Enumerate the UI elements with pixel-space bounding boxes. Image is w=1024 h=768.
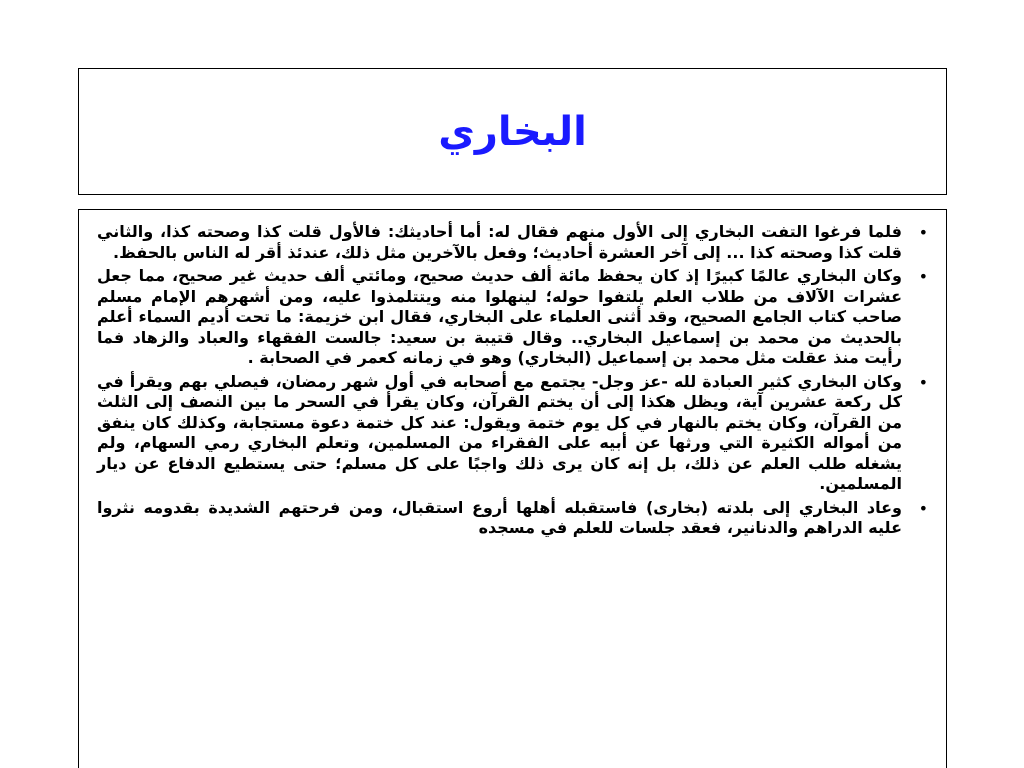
list-item	[97, 266, 928, 369]
list-item	[97, 372, 928, 495]
slide-title: البخاري	[438, 108, 587, 155]
bullet-icon: •	[918, 372, 928, 392]
bullet-text: وكان البخاري عالمًا كبيرًا إذ كان يحفظ مائة ألف حديث صحيح، ومائتي ألف حديث غير صحيح، مما جعل عشرات الآلاف من طلاب العلم يلتفوا حوله؛ لينهلوا منه ويتتلمذوا عليه، ومن أشهرهم الإمام مسلم صاحب كتاب الجامع الصحيح، وقد أثنى العلماء على البخاري، فقال ابن خزيمة: ما تحت أديم السماء أعلم بالحديث من محمد بن إسماعيل البخاري.. وقال قتيبة بن سعيد: جالست الفقهاء والعباد والزهاد فما رأيت منذ عقلت مثل محمد بن إسماعيل (البخاري) وهو في زمانه كعمر في الصحابة .	[97, 266, 902, 367]
list-item	[97, 222, 928, 263]
bullet-text: فلما فرغوا التفت البخاري إلى الأول منهم فقال له: أما أحاديثك: فالأول قلت كذا وصحته كذا، والثاني قلت كذا وصحته كذا ... إلى آخر العشرة أحاديث؛ وفعل بالآخرين مثل ذلك، عندئذ أقر له الناس بالحفظ.	[97, 222, 902, 262]
list-item	[97, 498, 928, 539]
bullet-text: وعاد البخاري إلى بلدته (بخارى) فاستقبله أهلها أروع استقبال، ومن فرحتهم الشديدة بقدومه نثروا عليه الدراهم والدنانير، فعقد جلسات للعلم في مسجده	[97, 497, 902, 537]
bullet-icon: •	[918, 498, 928, 518]
bullet-list	[97, 222, 928, 539]
title-box	[78, 68, 947, 195]
bullet-icon: •	[918, 267, 928, 286]
bullet-text: وكان البخاري كثير العبادة لله -عز وجل- يجتمع مع أصحابه في أول شهر رمضان، فيصلي بهم ويقرأ في كل ركعة عشرين آية، ويظل هكذا إلى أن يختم القرآن، وكان يقرأ في السحر ما بين النصف إلى الثلث من القرآن، وكان يختم بالنهار في كل يوم ختمة ويقول: عند كل ختمة دعوة مستجابة، وكذلك كان ينفق من أمواله الكثيرة التي ورثها عن أبيه على الفقراء من المسلمين، وتعلم البخاري رمي السهام، ولم يشغله طلب العلم عن ذلك، بل إنه كان يرى ذلك واجبًا على كل مسلم؛ حتى يستطيع الدفاع عن ديار المسلمين.	[97, 371, 902, 493]
content-box	[78, 209, 947, 768]
bullet-icon: •	[918, 223, 928, 242]
